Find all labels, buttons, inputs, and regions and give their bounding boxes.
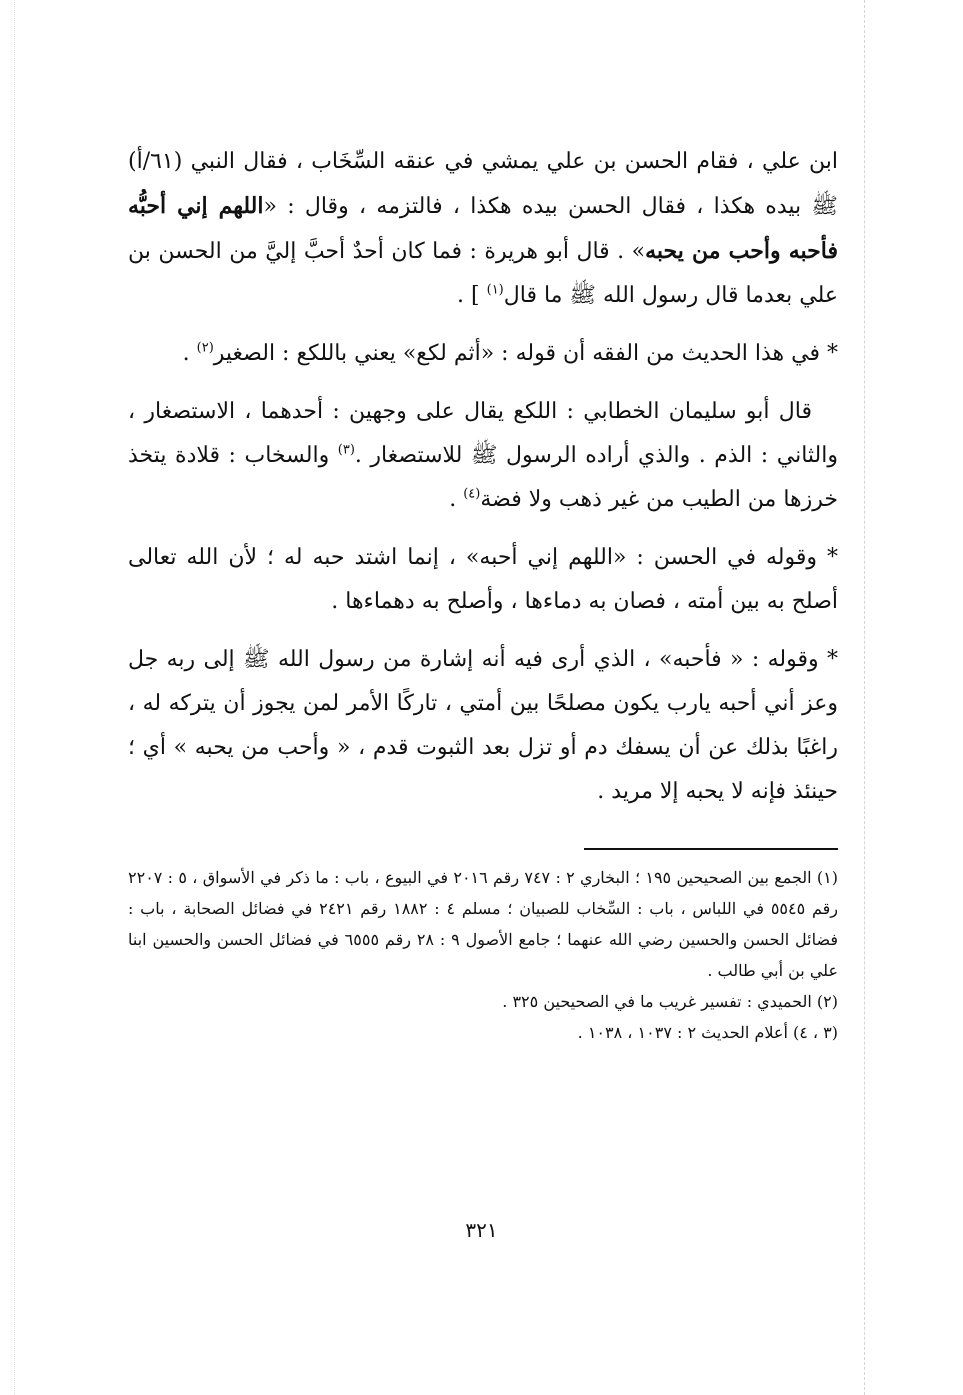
footnote-ref-1: (١) [486,282,504,298]
footnote-ref-3: (٣) [337,442,355,458]
book-page [128,140,838,1048]
footnote-1: (١) الجمع بين الصحيحين ١٩٥ ؛ البخاري ٢ : ٧٤٧ رقم ٢٠١٦ في البيوع ، باب : ما ذكر في الأسواق ، ٥ : ٢٢٠٧ رقم ٥٥٤٥ في اللباس ، باب : السِّخاب للصبيان ؛ مسلم ٤ : ١٨٨٢ رقم ٢٤٢١ في فضائل الصحابة ، باب : فضائل الحسن والحسين رضي الله عنهما ؛ جامع الأصول ٩ : ٢٨ رقم ٦٥٥٥ في فضائل الحسن والحسين ابنا علي بن أبي طالب . [128,868,839,980]
scan-left-edge [14,0,15,1395]
prophet-quote-bold: اللهم إني أحبُّه فأحبه وأحب من يحبه [128,193,838,264]
fiqh-text-end: . [182,341,197,366]
paragraph-fa-ahibbahu: * وقوله : « فأحبه» ، الذي أرى فيه أنه إشارة من رسول الله ﷺ إلى ربه جل وعز أني أحبه يارب يكون مصلحًا بين أمتي ، تاركًا الأمر لمن يجوز أن يتركه له ، راغبًا بذلك عن أن يسفك دم أو تزل بعد الثبوت قدم ، « وأحب من يحبه » أي ؛ حينئذ فإنه لا يحبه إلا مريد . [128,647,838,804]
footnote-separator [584,848,838,850]
paragraph-fiqh [128,332,838,376]
footnote-3-4: (٣ ، ٤) أعلام الحديث ٢ : ١٠٣٧ ، ١٠٣٨ . [577,1023,838,1042]
scan-fold-line [864,0,865,1395]
hadith-text-middle: » . قال أبو هريرة : فما كان أحدٌ أحبَّ إليَّ من الحسن بن علي بعدما قال رسول الله ﷺ ما قال [128,239,838,308]
sikhab-definition: والسخاب : قلادة يتخذ خرزها من الطيب من غير ذهب ولا فضة [128,443,838,512]
hadith-text-end: ] . [457,283,487,308]
page-number: ٣٢١ [465,1218,498,1242]
khattabi-text: قال أبو سليمان الخطابي : اللكع يقال على وجهين : أحدهما ، الاستصغار ، والثاني : الذم . والذي أراده الرسول ﷺ للاستصغار . [128,399,838,468]
paragraph-hadith-end [128,140,838,318]
sikhab-definition-end: . [449,487,464,512]
hadith-text-start: ابن علي ، فقام الحسن بن علي يمشي في عنقه السِّخَاب ، فقال النبي (٦١/أ) ﷺ بيده هكذا ، فقال الحسن بيده هكذا ، فالتزمه ، وقال : « [128,149,838,219]
paragraph-hasan-love: * وقوله في الحسن : «اللهم إني أحبه» ، إنما اشتد حبه له ؛ لأن الله تعالى أصلح به بين أمته ، فصان به دماءها ، وأصلح به دهماءها . [128,545,838,614]
footnote-2: (٢) الحميدي : تفسير غريب ما في الصحيحين ٣٢٥ . [502,992,838,1011]
footnote-ref-2: (٢) [196,340,214,356]
footnotes [128,862,838,1048]
main-text [128,140,838,814]
fiqh-text: * في هذا الحديث من الفقه أن قوله : «أثم لكع» يعني باللكع : الصغير [213,341,838,366]
footnote-ref-4: (٤) [463,486,481,502]
paragraph-khattabi [128,390,838,522]
